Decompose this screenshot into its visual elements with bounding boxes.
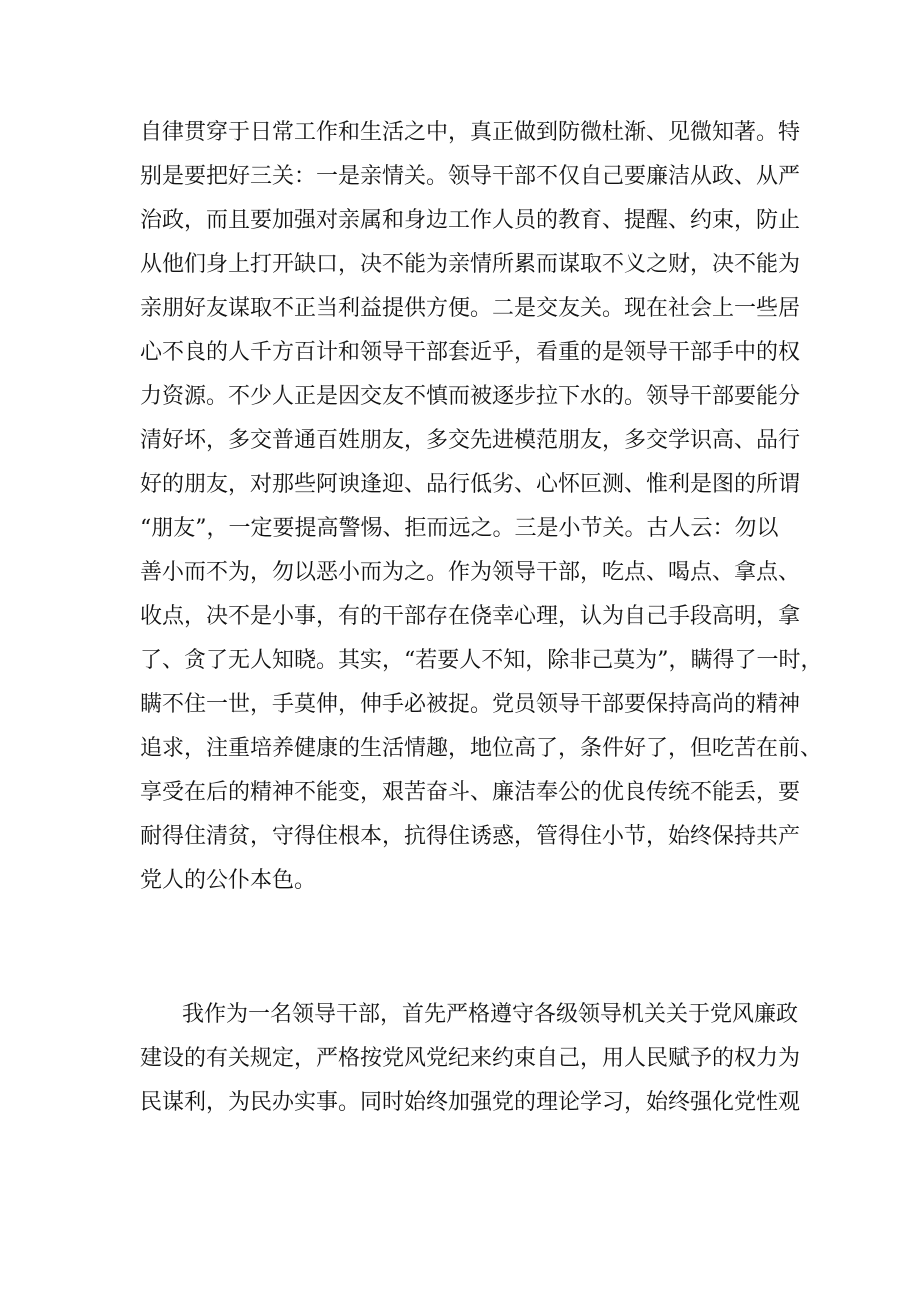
text-line: 亲朋好友谋取不正当利益提供方便。二是交友关。现在社会上一些居 bbox=[140, 296, 801, 321]
text-line: 党人的公仆本色。 bbox=[140, 868, 317, 893]
text-line: 收点，决不是小事，有的干部存在侥幸心理，认为自己手段高明，拿 bbox=[140, 604, 801, 629]
text-line: 民谋利，为民办实事。同时始终加强党的理论学习，始终强化党性观 bbox=[140, 1090, 801, 1115]
text-line: 瞒不住一世，手莫伸，伸手必被捉。党员领导干部要保持高尚的精神 bbox=[140, 692, 801, 717]
text-line: 享受在后的精神不能变，艰苦奋斗、廉洁奉公的优良传统不能丢，要 bbox=[140, 780, 801, 805]
text-line: 追求，注重培养健康的生活情趣，地位高了，条件好了，但吃苦在前、 bbox=[140, 736, 823, 761]
text-line: 从他们身上打开缺口，决不能为亲情所累而谋取不义之财，决不能为 bbox=[140, 252, 801, 277]
text-line: “朋友”，一定要提高警惕、拒而远之。三是小节关。古人云：勿以 bbox=[140, 516, 779, 541]
text-line: 好的朋友，对那些阿谀逢迎、品行低劣、心怀叵测、惟利是图的所谓 bbox=[140, 472, 801, 497]
text-line: 治政，而且要加强对亲属和身边工作人员的教育、提醒、约束，防止 bbox=[140, 208, 801, 233]
text-line: 力资源。不少人正是因交友不慎而被逐步拉下水的。领导干部要能分 bbox=[140, 384, 801, 409]
text-line: 耐得住清贫，守得住根本，抗得住诱惑，管得住小节，始终保持共产 bbox=[140, 824, 801, 849]
text-line: 我作为一名领导干部，首先严格遵守各级领导机关关于党风廉政 bbox=[182, 1002, 799, 1027]
text-line: 别是要把好三关：一是亲情关。领导干部不仅自己要廉洁从政、从严 bbox=[140, 164, 801, 189]
text-line: 自律贯穿于日常工作和生活之中，真正做到防微杜渐、见微知著。特 bbox=[140, 120, 801, 145]
text-line: 建设的有关规定，严格按党风党纪来约束自己，用人民赋予的权力为 bbox=[140, 1046, 801, 1071]
text-line: 清好坏，多交普通百姓朋友，多交先进模范朋友，多交学识高、品行 bbox=[140, 428, 801, 453]
text-line: 善小而不为，勿以恶小而为之。作为领导干部，吃点、喝点、拿点、 bbox=[140, 560, 801, 585]
text-line: 心不良的人千方百计和领导干部套近乎，看重的是领导干部手中的权 bbox=[140, 340, 801, 365]
text-line: 了、贪了无人知晓。其实，“若要人不知，除非己莫为”，瞒得了一时， bbox=[140, 648, 823, 673]
